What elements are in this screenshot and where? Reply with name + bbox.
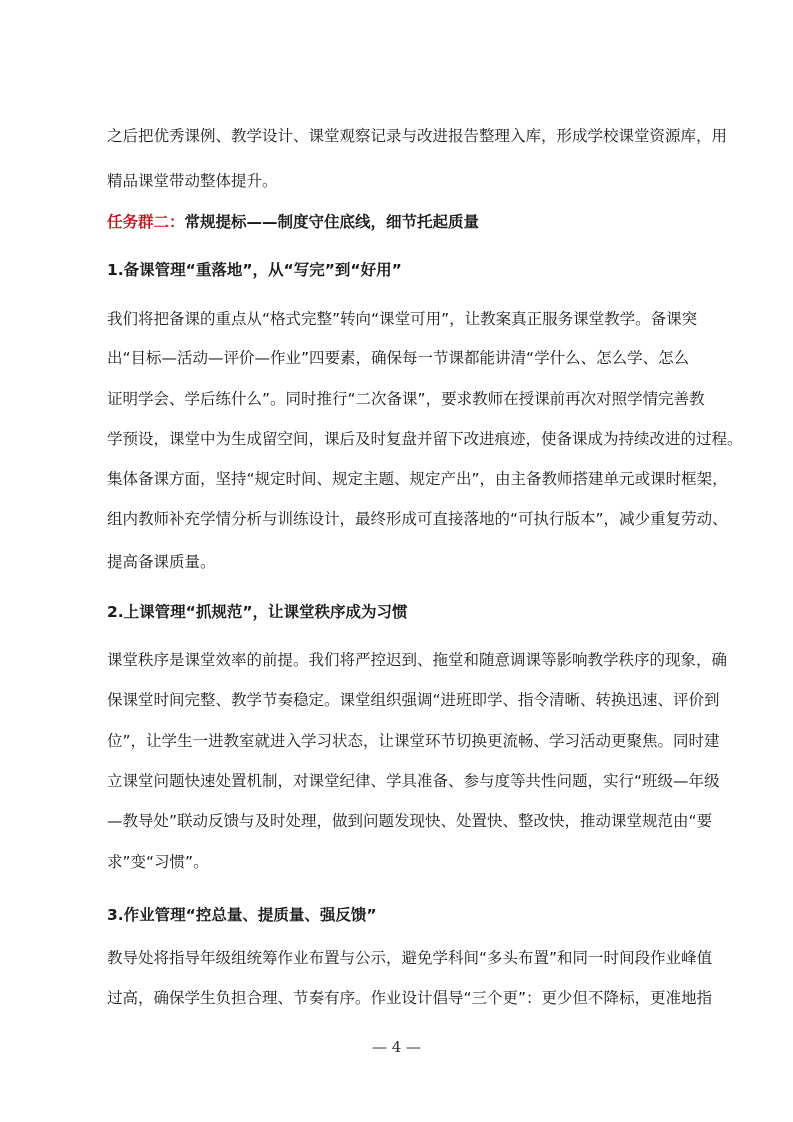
section-heading: 3.作业管理“控总量、提质量、强反馈” (107, 906, 377, 924)
paragraph-line: 证明学会、学后练什么”。同时推行“二次备课”，要求教师在授课前再次对照学情完善教 (107, 390, 705, 408)
paragraph-line: 提高备课质量。 (107, 553, 216, 571)
paragraph-line: 精品课堂带动整体提升。 (107, 172, 278, 190)
task-group-heading (107, 212, 687, 232)
paragraph-line: 过高，确保学生负担合理、节奏有序。作业设计倡导“三个更”：更少但不降标，更准地指 (107, 989, 713, 1007)
paragraph-line: 集体备课方面，坚持“规定时间、规定主题、规定产出”，由主备教师搭建单元或课时框架， (107, 470, 728, 488)
task-group-title: 常规提标——制度守住底线，细节托起质量 (184, 213, 480, 231)
paragraph-line: 组内教师补充学情分析与训练设计，最终形成可直接落地的“可执行版本”，减少重复劳动、 (107, 510, 728, 528)
paragraph-line: 立课堂问题快速处置机制，对课堂纪律、学具准备、参与度等共性问题，实行“班级—年级 (107, 772, 720, 790)
task-group-label: 任务群二： (107, 213, 185, 231)
page-number: — 4 — (371, 1038, 422, 1056)
section-heading: 1.备课管理“重落地”，从“写完”到“好用” (107, 261, 402, 279)
paragraph-line: 我们将把备课的重点从“格式完整”转向“课堂可用”，让教案真正服务课堂教学。备课突 (107, 310, 698, 328)
paragraph-line: 保课堂时间完整、教学节奏稳定。课堂组织强调“进班即学、指令清晰、转换迅速、评价到 (107, 691, 720, 709)
paragraph-line: 位”，让学生一进教室就进入学习状态，让课堂环节切换更流畅、学习活动更聚焦。同时建 (107, 732, 720, 750)
paragraph-line: 出“目标—活动—评价—作业”四要素，确保每一节课都能讲清“学什么、怎么学、怎么 (107, 349, 690, 367)
paragraph-line: 求”变“习惯”。 (107, 853, 209, 871)
paragraph-line: 之后把优秀课例、教学设计、课堂观察记录与改进报告整理入库，形成学校课堂资源库，用 (107, 127, 728, 145)
paragraph-line: 教导处将指导年级组统筹作业布置与公示，避免学科间“多头布置”和同一时间段作业峰值 (107, 949, 713, 967)
paragraph-line: —教导处”联动反馈与及时处理，做到问题发现快、处置快、整改快，推动课堂规范由“要 (107, 812, 713, 830)
paragraph-line: 课堂秩序是课堂效率的前提。我们将严控迟到、拖堂和随意调课等影响教学秩序的现象，确 (107, 651, 728, 669)
section-heading: 2.上课管理“抓规范”，让课堂秩序成为习惯 (107, 603, 408, 621)
paragraph-line: 学预设，课堂中为生成留空间，课后及时复盘并留下改进痕迹，使备课成为持续改进的过程。 (107, 430, 743, 448)
